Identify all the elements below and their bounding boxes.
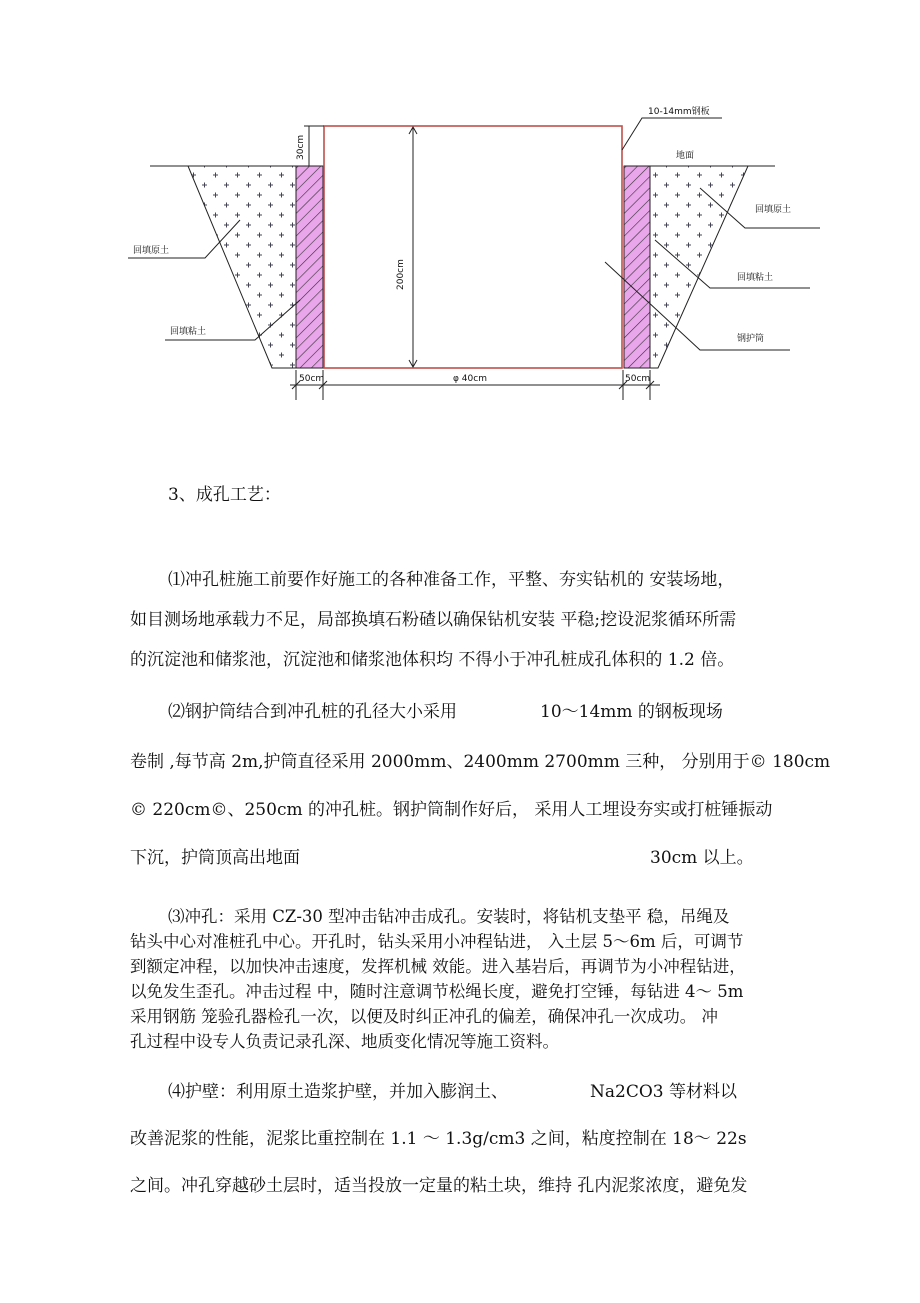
p3-line-1: ⑶冲孔：采用 CZ-30 型冲击钻冲击成孔。安装时，将钻机支垫平 稳，吊绳及	[168, 907, 730, 926]
label-backfill-rubble-right: 回填原土	[755, 205, 792, 215]
p3-line-2: 钻头中心对准桩孔中心。开孔时，钻头采用小冲程钻进， 入土层 5～6m 后，可调节	[130, 932, 744, 951]
dim-height-label: 200cm	[396, 259, 406, 290]
dim-top-label: 30cm	[296, 134, 306, 160]
p3-line-5: 采用钢筋 笼验孔器检孔一次，以便及时纠正冲孔的偏差，确保冲孔一次成功。 冲	[130, 1007, 718, 1026]
p2-line-1b: 10～14mm 的钢板现场	[540, 702, 723, 722]
label-steel-casing: 钢护筒	[737, 334, 765, 344]
p3-line-4: 以免发生歪孔。冲击过程 中，随时注意调节松绳长度，避免打空锤，每钻进 4～ 5m	[130, 982, 744, 1001]
p2-line-4a: 下沉，护筒顶高出地面	[130, 848, 300, 868]
dim-left-width-label: 50cm	[299, 374, 325, 384]
p2-line-2: 卷制 ,每节高 2m,护筒直径采用 2000mm、2400mm 2700mm 三种， 分别用于© 180cm	[130, 752, 831, 772]
p2-line-3: © 220cm©、250cm 的冲孔桩。钢护筒制作好后， 采用人工埋设夯实或打桩锤振动	[130, 800, 773, 820]
label-backfill-clay-right: 回填粘土	[737, 273, 774, 283]
p4-line-1b: Na2CO3 等材料以	[590, 1082, 737, 1102]
label-ground: 地面	[676, 151, 695, 161]
p3-line-3: 到额定冲程，以加快冲击速度，发挥机械 效能。进入基岩后，再调节为小冲程钻进，	[130, 957, 746, 976]
label-steel-plate: 10-14mm钢板	[648, 107, 710, 117]
backfill-right	[650, 166, 748, 368]
label-backfill-rubble-left: 回填原土	[133, 246, 170, 256]
backfill-left	[188, 166, 296, 368]
p1-line-2: 如目测场地承载力不足，局部换填石粉碴以确保钻机安装 平稳;挖设泥浆循环所需	[130, 610, 737, 630]
p4-line-3: 之间。冲孔穿越砂土层时，适当投放一定量的粘土块，维持 孔内泥浆浓度，避免发	[130, 1176, 748, 1196]
p2-line-1a: ⑵钢护筒结合到冲孔桩的孔径大小采用	[168, 702, 457, 722]
clay-band-left	[296, 166, 323, 368]
dim-diameter-label: φ 40cm	[453, 374, 487, 384]
casing-cross-section-diagram	[0, 0, 920, 460]
p2-line-4b: 30cm 以上。	[650, 848, 754, 868]
p4-line-1a: ⑷护壁：利用原土造浆护壁，并加入膨润土、	[168, 1082, 508, 1102]
p1-line-3: 的沉淀池和储浆池，沉淀池和储浆池体积均 不得小于冲孔桩成孔体积的 1.2 倍。	[130, 650, 735, 670]
dim-right-width-label: 50cm	[625, 374, 651, 384]
label-backfill-clay-left: 回填粘土	[170, 327, 207, 337]
p4-line-2: 改善泥浆的性能，泥浆比重控制在 1.1 ～ 1.3g/cm3 之间，粘度控制在 18～ 22s	[130, 1129, 747, 1149]
p3-line-6: 孔过程中设专人负责记录孔深、地质变化情况等施工资料。	[130, 1032, 559, 1051]
p1-line-1: ⑴冲孔桩施工前要作好施工的各种准备工作，平整、夯实钻机的 安装场地，	[168, 570, 735, 590]
clay-band-right	[624, 166, 650, 368]
steel-casing-outline	[324, 126, 622, 368]
